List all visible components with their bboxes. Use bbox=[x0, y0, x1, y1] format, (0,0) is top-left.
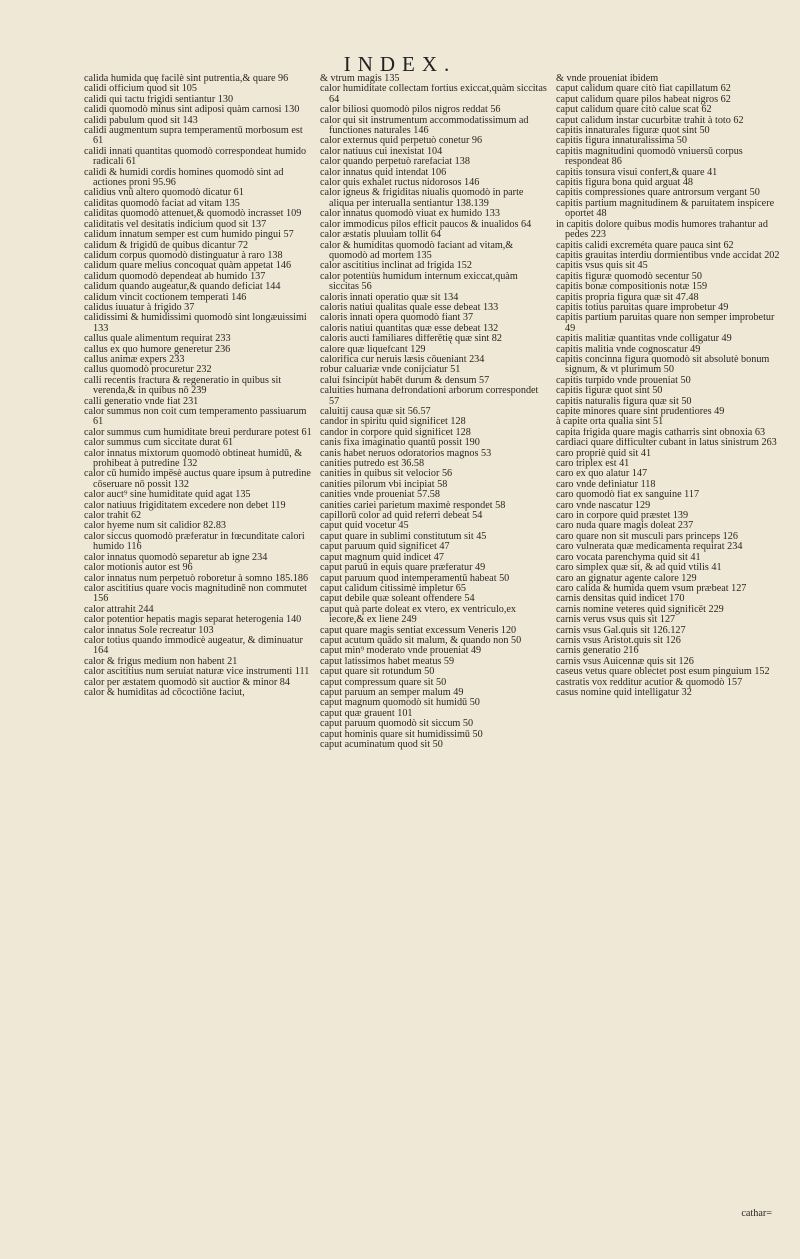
index-entry: caro nuda quare magis doleat 237 bbox=[556, 521, 694, 532]
index-entry: calidius vnū altero quomodò dicatur 61 bbox=[84, 188, 244, 199]
index-entry: caput hominis quare sit humidissimū 50 bbox=[320, 729, 483, 740]
index-entry: calor potentior hepatis magis separat heterogenia 140 bbox=[84, 615, 302, 626]
index-entry: calidum quando augeatur,& quando deficiat 144 bbox=[84, 282, 281, 293]
index-entry: calor innatus quomodò viuat ex humido 133 bbox=[320, 209, 500, 220]
index-entry: capitis propria figura quæ sit 47.48 bbox=[556, 292, 699, 303]
index-entry: capitis grauitas interdiu dormientibus vnde accidat 202 bbox=[556, 250, 780, 261]
index-entry: calidum & frigidū de quibus dicantur 72 bbox=[84, 240, 249, 251]
index-entry: capitis totius paruitas quare improbetur 49 bbox=[556, 302, 729, 313]
index-entry: caseus vetus quare oblectet post esum pinguium 152 bbox=[556, 667, 770, 678]
index-entry: & vtrum magis 135 bbox=[320, 74, 400, 84]
index-entry: caput quare in sublimi constitutum sit 45 bbox=[320, 531, 487, 542]
index-entry: calor innatus num perpetuò roboretur à somno 185.186 bbox=[84, 573, 309, 584]
index-entry: caliditatis vel desitatis indicium quod sit 137 bbox=[84, 219, 267, 230]
index-entry: caloris natiui quantitas quæ esse debeat 132 bbox=[320, 323, 499, 334]
index-entry: calor externus quid perpetuò conetur 96 bbox=[320, 136, 483, 147]
index-entry: à capite orta qualia sint 51 bbox=[556, 417, 664, 428]
index-entry: capitis figuræ quot sint 50 bbox=[556, 386, 663, 397]
index-entry: caro vulnerata quæ medicamenta requirat 234 bbox=[556, 542, 743, 553]
index-entry: calor immodicus pilos efficit paucos & inualidos 64 bbox=[320, 219, 532, 230]
index-entry: capitis figura innaturalissima 50 bbox=[556, 136, 687, 147]
index-entry: carnis generatio 216 bbox=[556, 646, 639, 657]
index-entry: calor attrahit 244 bbox=[84, 604, 154, 615]
index-entry: caput calidum instar cucurbitæ trahit à toto 62 bbox=[556, 115, 744, 126]
index-entry: capitis calidi excreméta quare pauca sint 62 bbox=[556, 240, 734, 251]
index-entry: capitis innaturales figuræ quot sint 50 bbox=[556, 126, 710, 137]
index-entry: caput quid vocetur 45 bbox=[320, 521, 409, 532]
index-entry: carnis densitas quid indicet 170 bbox=[556, 594, 685, 605]
index-entry: calor igneus & frigiditas niualis quomodò in parte aliqua per interualla sentiantur 138.139 bbox=[320, 188, 524, 209]
index-entry: in capitis dolore quibus modis humores trahantur ad pedes 223 bbox=[556, 219, 768, 241]
index-entry: calidum corpus quomodò distinguatur à raro 138 bbox=[84, 250, 283, 261]
index-entry: canis habet neruos odoratorios magnos 53 bbox=[320, 448, 492, 459]
index-entry: calor auct⁹ sine humiditate quid agat 135 bbox=[84, 490, 251, 501]
index-entry: capite minores quare sint prudentiores 49 bbox=[556, 407, 725, 417]
index-entry: caro quomodò fiat ex sanguine 117 bbox=[556, 490, 700, 501]
index-entry: callus animæ expers 233 bbox=[84, 354, 185, 365]
index-column-3 bbox=[556, 74, 784, 1204]
index-entry: candor in spiritu quid significet 128 bbox=[320, 417, 466, 428]
index-entry: caro propriè quid sit 41 bbox=[556, 448, 652, 459]
index-entry: caput paruum quod intemperamentū habeat 50 bbox=[320, 573, 510, 584]
page-title: INDEX. bbox=[343, 52, 457, 76]
index-entry: callus quale alimentum requirat 233 bbox=[84, 334, 231, 345]
index-entry: caput quæ grauent 101 bbox=[320, 708, 413, 719]
index-entry: carnis vsus Aristot.quis sit 126 bbox=[556, 635, 681, 646]
index-entry: caput acutum quādo sit malum, & quando non 50 bbox=[320, 635, 522, 646]
index-entry: calor ascititius inclinat ad frigida 152 bbox=[320, 261, 472, 272]
index-entry: caloris innati operatio quæ sit 134 bbox=[320, 292, 459, 303]
index-entry: calidi & humidi cordis homines quomodò sint ad actiones proni 95.96 bbox=[84, 167, 284, 189]
index-entry: canities cariei parietum maximè respondet 58 bbox=[320, 500, 506, 511]
index-entry: calorifica cur neruis læsis cōueniant 234 bbox=[320, 354, 485, 365]
index-entry: calor humiditate collectam fortius exiccat,quàm siccitas 64 bbox=[320, 84, 547, 105]
index-entry: caput acuminatum quod sit 50 bbox=[320, 740, 443, 750]
index-entry: caloris aucti familiares differētię quæ sint 82 bbox=[320, 334, 502, 345]
index-entry: caput calidum quare citò fiat capillatum 62 bbox=[556, 84, 731, 95]
index-entry: canities putredo est 36.58 bbox=[320, 459, 425, 470]
index-entry: calor per æstatem quomodò sit auctior & minor 84 bbox=[84, 677, 290, 688]
index-entry: capitis figura bona quid arguat 48 bbox=[556, 178, 694, 189]
index-entry: calor quis exhalet ructus nidorosos 146 bbox=[320, 178, 480, 189]
index-entry: calor summus cum humiditate breui perdurare potest 61 bbox=[84, 427, 312, 438]
index-entry: caput min⁹ moderato vnde proueniat 49 bbox=[320, 646, 482, 657]
index-entry: canities in quibus sit velocior 56 bbox=[320, 469, 453, 480]
index-entry: capitis magnitudini quomodò vniuersū corpus respondeat 86 bbox=[556, 146, 743, 168]
index-entry: calor motionis autor est 96 bbox=[84, 563, 193, 574]
index-entry: carnis vsus Gal.quis sit 126.127 bbox=[556, 625, 686, 636]
index-entry: calor potentiùs humidum internum exiccat,quàm siccitas 56 bbox=[320, 271, 518, 293]
index-entry: caput magnum quomodò sit humidū 50 bbox=[320, 698, 480, 709]
index-entry: calor natiuus cui inexistat 104 bbox=[320, 146, 443, 157]
index-entry: calor summus cum siccitate durat 61 bbox=[84, 438, 234, 449]
index-entry: caro vnde definiatur 118 bbox=[556, 479, 656, 490]
index-entry: candor in corpore quid significet 128 bbox=[320, 427, 471, 438]
index-entry: caro vocata parenchyma quid sit 41 bbox=[556, 552, 701, 563]
index-entry: calidum quomodò dependeat ab humido 137 bbox=[84, 271, 266, 282]
index-entry: cardiaci quare difficulter cubant in latus sinistrum 263 bbox=[556, 438, 777, 449]
index-entry: caliditas quomodò attenuet,& quomodò incrasset 109 bbox=[84, 209, 302, 220]
index-entry: capitis malitia vnde cognoscatur 49 bbox=[556, 344, 701, 355]
index-entry: caput magnum quid indicet 47 bbox=[320, 552, 444, 563]
index-entry: capita frigida quare magis catharris sint obnoxia 63 bbox=[556, 427, 766, 438]
index-entry: calidi quomodò minus sint adiposi quàm carnosi 130 bbox=[84, 105, 300, 116]
index-entry: caro simplex quæ sit, & ad quid vtilis 41 bbox=[556, 563, 722, 574]
index-entry: calor trahit 62 bbox=[84, 511, 142, 522]
index-entry: calor hyeme num sit calidior 82.83 bbox=[84, 521, 227, 532]
index-entry: capitis compressiones quare antrorsum vergant 50 bbox=[556, 188, 760, 199]
index-entry: capitis figuræ quomodò secentur 50 bbox=[556, 271, 702, 282]
index-entry: caput quare sit rotundum 50 bbox=[320, 667, 435, 678]
index-entry: capitis bonæ compositionis notæ 159 bbox=[556, 282, 708, 293]
index-entry: caput paruum an semper malum 49 bbox=[320, 687, 464, 698]
index-entry: caluitij causa quæ sit 56.57 bbox=[320, 407, 431, 417]
index-entry: calor & humiditas ad cōcoctiōne faciut, bbox=[84, 687, 245, 698]
index-entry: calor biliosi quomodò pilos nigros reddat 56 bbox=[320, 105, 501, 116]
index-entry: caloris natiui qualitas quale esse debeat 133 bbox=[320, 302, 499, 313]
catchword: cathar= bbox=[741, 1208, 772, 1219]
index-entry: calor innatus quid intendat 106 bbox=[320, 167, 447, 178]
index-entry: callus quomodò procuretur 232 bbox=[84, 365, 212, 376]
index-entry: caloris innati opera quomodò fiant 37 bbox=[320, 313, 474, 324]
index-entry: calli generatio vnde fiat 231 bbox=[84, 396, 199, 407]
index-entry: calidus iuuatur à frigido 37 bbox=[84, 302, 195, 313]
index-entry: calui fsincipùt habēt durum & densum 57 bbox=[320, 375, 490, 386]
index-entry: caput quare magis sentiat excessum Veneris 120 bbox=[320, 625, 517, 636]
index-entry: caro calida & humida quem vsum præbeat 127 bbox=[556, 583, 747, 594]
index-entry: casus nomine quid intelligatur 32 bbox=[556, 687, 692, 698]
index-entry: caput paruum quid significet 47 bbox=[320, 542, 450, 553]
index-entry: calidi pabulum quod sit 143 bbox=[84, 115, 198, 126]
index-entry: calidissimi & humidissimi quomodò sint longæuissimi 133 bbox=[84, 313, 307, 334]
index-entry: calida humida quę facilè sint putrentia,& quare 96 bbox=[84, 74, 289, 84]
index-entry: canis fixa imaginatio quantū possit 190 bbox=[320, 438, 480, 449]
index-column-2 bbox=[320, 74, 548, 1204]
index-entry: calidum innatum semper est cum humido pingui 57 bbox=[84, 230, 294, 241]
index-entry: calor summus non coit cum temperamento passiuarum 61 bbox=[84, 407, 307, 428]
index-entry: caro vnde nascatur 129 bbox=[556, 500, 651, 511]
index-entry: capitis vsus quis sit 45 bbox=[556, 261, 648, 272]
index-entry: caput compressum quare sit 50 bbox=[320, 677, 447, 688]
index-entry: castratis vox redditur acutior & quomodò 157 bbox=[556, 677, 743, 688]
index-entry: caro in corpore quid præstet 139 bbox=[556, 511, 689, 522]
index-entry: caput debile quæ soleant offendere 54 bbox=[320, 594, 475, 605]
index-entry: carnis nomine veteres quid significēt 229 bbox=[556, 604, 724, 615]
index-entry: callus ex quo humore generetur 236 bbox=[84, 344, 231, 355]
index-entry: calidi qui tactu frigidi sentiantur 130 bbox=[84, 94, 234, 105]
index-entry: caput paruum quomodò sit siccum 50 bbox=[320, 719, 474, 730]
index-columns bbox=[84, 74, 784, 1204]
index-entry: calor totius quando immodicè augeatur, & diminuatur 164 bbox=[84, 635, 303, 657]
index-entry: calor æstatis pluuiam tollit 64 bbox=[320, 230, 442, 241]
index-entry: robur caluariæ vnde conijciatur 51 bbox=[320, 365, 461, 376]
index-column-1 bbox=[84, 74, 312, 1204]
index-entry: calore quæ liquefcant 129 bbox=[320, 344, 426, 355]
index-entry: caliditas quomodò faciat ad vitam 135 bbox=[84, 198, 240, 209]
index-entry: calor innatus quomodò separetur ab igne 234 bbox=[84, 552, 268, 563]
index-entry: caro triplex est 41 bbox=[556, 459, 630, 470]
index-entry: calor cū humido impēsè auctus quare ipsum à putredine cōseruare nō possit 132 bbox=[84, 469, 311, 490]
index-entry: caput latissimos habet meatus 59 bbox=[320, 656, 455, 667]
index-entry: capitis naturalis figura quæ sit 50 bbox=[556, 396, 692, 407]
index-entry: capitis partium magnitudinem & paruitatem inspicere oportet 48 bbox=[556, 198, 775, 220]
index-entry: calor & humiditas quomodò faciant ad vitam,& quomodò ad mortem 135 bbox=[320, 240, 514, 261]
index-entry: calor innatus mixtorum quomodò obtineat humidū, & prohibeat à putredine 132 bbox=[84, 448, 303, 470]
index-entry: canities vnde proueniat 57.58 bbox=[320, 490, 440, 501]
index-entry: carnis verus vsus quis sit 127 bbox=[556, 615, 676, 626]
index-entry: caput calidum quare pilos habeat nigros 62 bbox=[556, 94, 731, 105]
index-entry: calli recentis fractura & regeneratio in quibus sit verenda,& in quibus nō 239 bbox=[84, 375, 282, 397]
index-entry: caluities humana defrondationi arborum correspondet 57 bbox=[320, 386, 539, 407]
index-entry: calor ascititius num seruiat naturæ vice instrumenti 111 bbox=[84, 667, 310, 678]
index-entry: caput quà parte doleat ex vtero, ex ventriculo,ex iecore,& ex liene 249 bbox=[320, 604, 517, 626]
index-entry: calidum vincit coctionem temperati 146 bbox=[84, 292, 247, 303]
index-entry: calor siccus quomodò præferatur in fœcunditate calori humido 116 bbox=[84, 531, 305, 553]
index-entry: carnis vsus Auicennæ quis sit 126 bbox=[556, 656, 694, 667]
index-entry: calor quando perpetuò rarefaciat 138 bbox=[320, 157, 470, 168]
index-entry: calor innatus Sole recreatur 103 bbox=[84, 625, 214, 636]
index-entry: capitis concinna figura quomodò sit absolutè bonum signum, & vt plurimum 50 bbox=[556, 354, 770, 376]
index-entry: caput paruū in equis quare præferatur 49 bbox=[320, 563, 486, 574]
index-entry: caput calidum quare citò calue scat 62 bbox=[556, 105, 712, 116]
index-entry: calidum quare melius concoquat quàm appetat 146 bbox=[84, 261, 292, 272]
index-entry: capillorū color ad quid referri debeat 54 bbox=[320, 511, 483, 522]
index-entry: calor & frigus medium non habent 21 bbox=[84, 656, 238, 667]
index-entry: calidi officium quod sit 105 bbox=[84, 84, 197, 95]
index-entry: calor natiuus frigiditatem excedere non debet 119 bbox=[84, 500, 286, 511]
index-entry: calor ascititius quare vocis magnitudinē non commutet 156 bbox=[84, 583, 307, 605]
index-entry: & vnde proueniat ibidem bbox=[556, 74, 659, 84]
index-entry: caro quare non sit musculi pars princeps 126 bbox=[556, 531, 738, 542]
index-entry: caro ex quo alatur 147 bbox=[556, 469, 648, 480]
index-entry: capitis partium paruitas quare non semper improbetur 49 bbox=[556, 313, 775, 334]
index-entry: caro an gignatur agente calore 129 bbox=[556, 573, 697, 584]
index-entry: calidi innati quantitas quomodò correspondeat humido radicali 61 bbox=[84, 146, 307, 168]
index-entry: capitis tonsura visui confert,& quare 41 bbox=[556, 167, 718, 178]
index-entry: caput calidum citissimè impletur 65 bbox=[320, 583, 466, 594]
index-entry: calidi augmentum supra temperamentū morbosum est 61 bbox=[84, 126, 303, 147]
index-entry: canities pilorum vbi incipiat 58 bbox=[320, 479, 448, 490]
index-entry: calor qui sit instrumentum accommodatissimum ad functiones naturales 146 bbox=[320, 115, 529, 137]
index-entry: capitis turpido vnde proueniat 50 bbox=[556, 375, 691, 386]
index-entry: capitis malitiæ quantitas vnde colligatur 49 bbox=[556, 334, 732, 345]
